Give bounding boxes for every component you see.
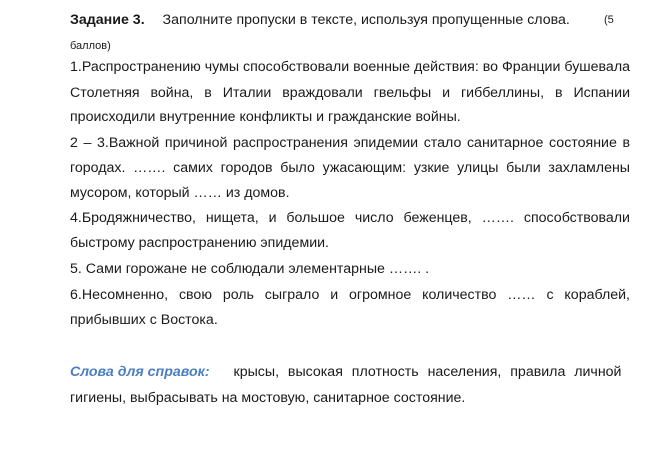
item-2-line-3: мусором, который …… из домов. bbox=[70, 185, 290, 201]
task-title: Задание 3. bbox=[70, 12, 145, 28]
reference-line-1 bbox=[70, 363, 630, 381]
reference-colon: : bbox=[204, 364, 210, 380]
task-points-close: баллов) bbox=[70, 40, 111, 52]
item-1-line-3: происходили внутренние конфликты и гражданские войны. bbox=[70, 109, 461, 125]
reference-label: Слова для справок bbox=[70, 364, 205, 380]
item-4-line-1: 4.Бродяжничество, нищета, и большое число беженцев, ……. способствовали bbox=[70, 210, 630, 226]
reference-line-2: гигиены, выбрасывать на мостовую, санитарное состояние. bbox=[70, 390, 466, 406]
task-header bbox=[70, 11, 630, 29]
item-2-line-1: 2 – 3.Важной причиной распространения эпидемии стало санитарное состояние в bbox=[70, 135, 630, 151]
item-4-line-2: быстрому распространению эпидемии. bbox=[70, 235, 329, 251]
item-1-line-2: Столетняя война, в Италии враждовали гвельфы и гиббеллины, в Испании bbox=[70, 85, 630, 101]
task-instruction: Заполните пропуски в тексте, используя пропущенные слова. bbox=[162, 12, 570, 28]
reference-words-1: крысы, высокая плотность населения, правила личной bbox=[233, 364, 622, 380]
item-6-line-2: прибывших с Востока. bbox=[70, 312, 218, 328]
item-1-line-1: 1.Распространению чумы способствовали военные действия: во Франции бушевала bbox=[70, 59, 630, 75]
item-6-line-1: 6.Несомненно, свою роль сыграло и огромное количество …… с кораблей, bbox=[70, 287, 630, 303]
item-2-line-2: городах. ……. самих городов было ужасающим: узкие улицы были захламлены bbox=[70, 160, 630, 176]
task-points-open: (5 bbox=[604, 14, 614, 26]
item-5-line-1: 5. Сами горожане не соблюдали элементарные ……. . bbox=[70, 261, 430, 277]
